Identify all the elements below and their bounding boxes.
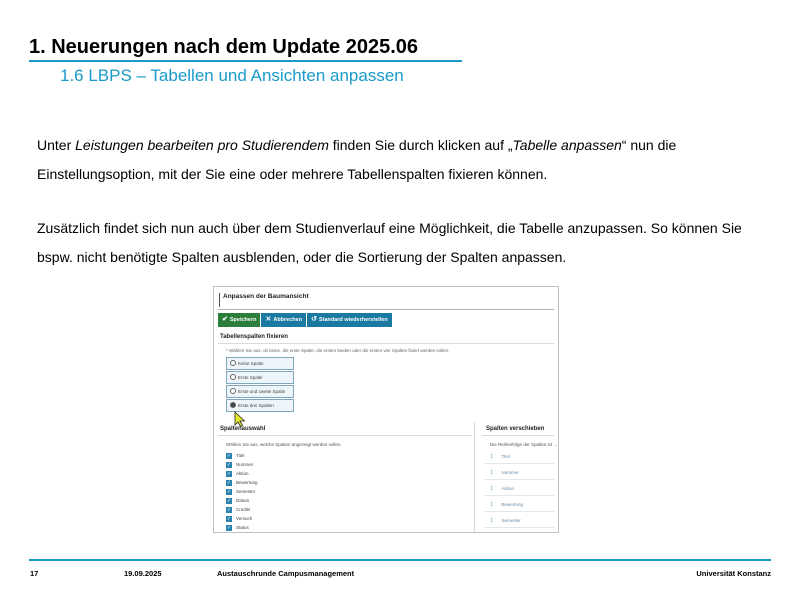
checkbox-checked-icon: ✓ bbox=[226, 516, 232, 522]
column-selection-heading: Spaltenauswahl bbox=[220, 426, 266, 432]
fix-columns-heading: Tabellenspalten fixieren bbox=[220, 334, 288, 340]
move-columns-heading: Spalten verschieben bbox=[486, 426, 545, 432]
divider bbox=[482, 435, 554, 436]
column-checkbox[interactable] bbox=[226, 479, 258, 486]
column-checkbox-label: Aktion bbox=[236, 471, 249, 476]
reset-button[interactable] bbox=[307, 313, 392, 327]
column-checkbox-label: Semester bbox=[236, 489, 256, 494]
cancel-button-label: Abbrechen bbox=[273, 317, 303, 323]
reset-button-label: Standard wiederherstellen bbox=[318, 317, 388, 323]
slide-subtitle: 1.6 LBPS – Tabellen und Ansichten anpassen bbox=[60, 66, 404, 85]
column-checkbox[interactable] bbox=[226, 497, 249, 504]
radio-icon bbox=[230, 388, 236, 394]
checkbox-checked-icon: ✓ bbox=[226, 489, 232, 495]
column-checkbox[interactable] bbox=[226, 488, 255, 495]
radio-icon bbox=[230, 360, 236, 366]
column-checkbox-label: Status bbox=[236, 525, 249, 530]
paragraph-1-text-c: “ nun die Einstellungsoption, mit der Sie eine oder mehrere Tabellenspalten fixieren können. bbox=[37, 137, 677, 182]
move-column-label: Aktion bbox=[501, 486, 515, 491]
drag-handle-icon: ↕ bbox=[490, 517, 494, 524]
move-column-label: Titel bbox=[501, 454, 510, 459]
close-icon: ✕ bbox=[265, 316, 272, 323]
drag-handle-icon: ↕ bbox=[490, 501, 494, 508]
save-button[interactable] bbox=[218, 313, 260, 327]
checkbox-checked-icon: ✓ bbox=[226, 471, 232, 477]
paragraph-1-text-b: finden Sie durch klicken auf „ bbox=[328, 137, 513, 153]
column-checkbox[interactable] bbox=[226, 506, 250, 513]
checkbox-checked-icon: ✓ bbox=[226, 498, 232, 504]
move-column-label: Nummer bbox=[501, 470, 519, 475]
divider bbox=[218, 309, 554, 310]
radio-option-none[interactable] bbox=[226, 357, 294, 370]
radio-label: Keine Spalte bbox=[238, 361, 264, 366]
move-column-label: Semester bbox=[501, 518, 521, 523]
move-column-item[interactable] bbox=[484, 482, 554, 496]
radio-icon bbox=[230, 374, 236, 380]
check-icon: ✔ bbox=[222, 316, 228, 323]
column-checkbox-label: Bewertung bbox=[236, 480, 258, 485]
paragraph-2: Zusätzlich findet sich nun auch über dem Studienverlauf eine Möglichkeit, die Tabelle anzupassen. So können Sie bspw. nicht benötigte Spalten ausblenden, oder die Sortierung der Spalten anpassen. bbox=[37, 220, 742, 265]
divider bbox=[218, 435, 472, 436]
drag-handle-icon: ↕ bbox=[490, 453, 494, 460]
column-checkbox[interactable] bbox=[226, 461, 253, 468]
divider bbox=[474, 422, 475, 532]
column-checkbox-label: Credits bbox=[236, 507, 251, 512]
cancel-button[interactable] bbox=[261, 313, 306, 327]
radio-option-first[interactable] bbox=[226, 371, 294, 384]
checkbox-checked-icon: ✓ bbox=[226, 480, 232, 486]
column-checkbox-label: Nummer bbox=[236, 462, 254, 467]
paragraph-1-emphasis-b: Tabelle anpassen bbox=[512, 137, 622, 153]
fix-columns-hint: * Wählen Sie aus, ob keine, die erste Spalte, die ersten beiden oder die ersten vier Spalten fixiert werden sollen. bbox=[226, 348, 450, 353]
page-number: 17 bbox=[30, 569, 39, 578]
move-column-label: Bewertung bbox=[501, 502, 524, 507]
checkbox-checked-icon: ✓ bbox=[226, 507, 232, 513]
screenshot-heading: Anpassen der Baumansicht bbox=[219, 293, 309, 307]
column-checkbox[interactable] bbox=[226, 452, 244, 459]
title-underline bbox=[29, 60, 462, 62]
radio-label: Erste Spalte bbox=[238, 375, 263, 380]
radio-label: Erste drei Spalten bbox=[238, 403, 274, 408]
column-checkbox[interactable] bbox=[226, 515, 252, 522]
screenshot-toolbar bbox=[218, 313, 393, 327]
mouse-cursor-icon bbox=[234, 411, 246, 427]
move-column-item[interactable] bbox=[484, 450, 554, 464]
column-checkbox[interactable] bbox=[226, 470, 249, 477]
column-checkbox-label: Datum bbox=[236, 498, 250, 503]
move-column-item[interactable] bbox=[484, 466, 554, 480]
paragraph-1-emphasis-a: Leistungen bearbeiten pro Studierendem bbox=[75, 137, 329, 153]
radio-label: Erste und zweite Spalte bbox=[238, 389, 286, 394]
footer-date: 19.09.2025 bbox=[124, 569, 162, 578]
checkbox-checked-icon: ✓ bbox=[226, 462, 232, 468]
divider bbox=[218, 343, 554, 344]
paragraph-1-text-a: Unter bbox=[37, 137, 76, 153]
checkbox-checked-icon: ✓ bbox=[226, 525, 232, 531]
column-checkbox-label: Titel bbox=[236, 453, 245, 458]
drag-handle-icon: ↕ bbox=[490, 469, 494, 476]
move-column-item[interactable] bbox=[484, 498, 554, 512]
checkbox-checked-icon: ✓ bbox=[226, 453, 232, 459]
paragraph-1 bbox=[37, 131, 757, 189]
radio-icon bbox=[230, 402, 236, 408]
slide-title: 1. Neuerungen nach dem Update 2025.06 bbox=[29, 36, 419, 58]
column-selection-hint: Wählen Sie aus, welche Spalten angezeigt werden sollen. bbox=[226, 442, 342, 447]
move-columns-hint: Die Reihenfolge der Spalten ist ... bbox=[490, 442, 558, 447]
footer-divider bbox=[29, 559, 771, 561]
footer-university: Universität Konstanz bbox=[696, 569, 771, 578]
drag-handle-icon: ↕ bbox=[490, 485, 494, 492]
embedded-screenshot bbox=[213, 286, 559, 533]
column-checkbox-label: Versuch bbox=[236, 516, 253, 521]
save-button-label: Speichern bbox=[229, 317, 257, 323]
footer-event: Austauschrunde Campusmanagement bbox=[217, 569, 355, 578]
column-checkbox[interactable] bbox=[226, 524, 249, 531]
radio-option-first-two[interactable] bbox=[226, 385, 294, 398]
move-column-item[interactable] bbox=[484, 514, 554, 528]
reset-icon: ↺ bbox=[311, 316, 317, 323]
